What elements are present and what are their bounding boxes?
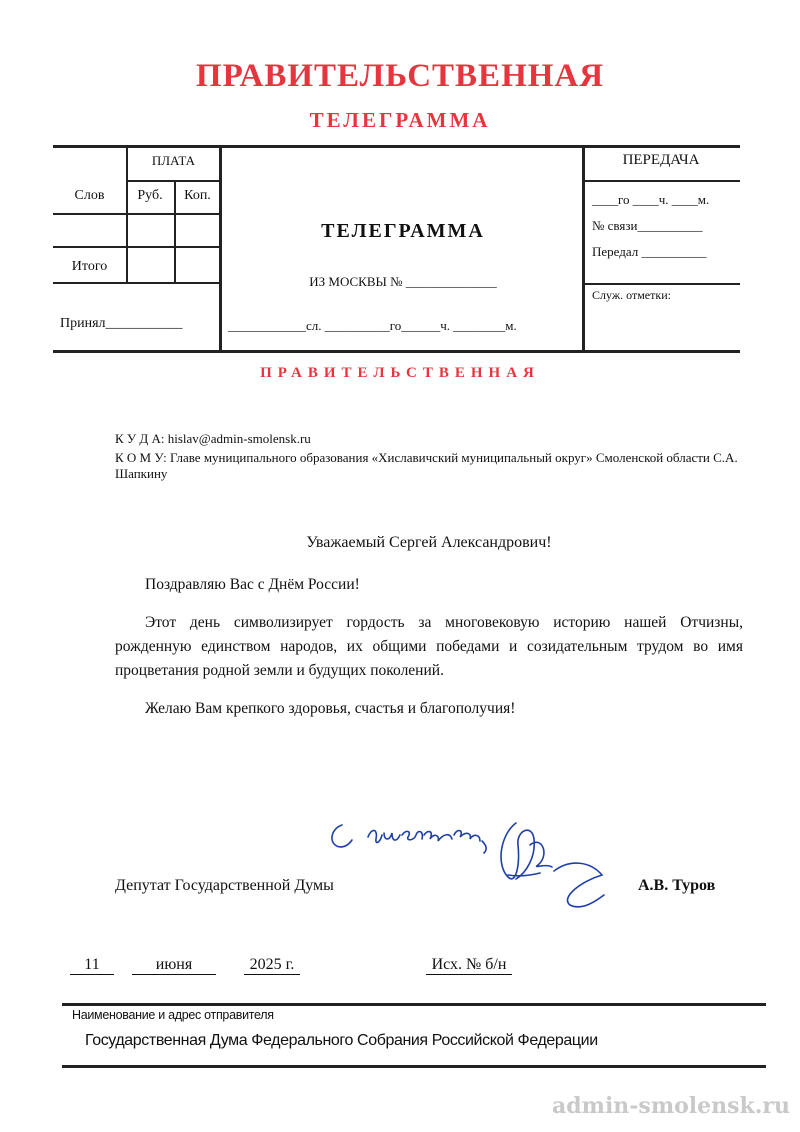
transfer-label: ПЕРЕДАЧА (622, 152, 700, 168)
sender-top-line (62, 1003, 766, 1006)
date-year: 2025 г. (244, 956, 300, 975)
date-day: 11 (70, 956, 114, 975)
center-title: ТЕЛЕГРАММА (321, 220, 485, 242)
site-watermark: admin-smolensk.ru (552, 1093, 790, 1119)
form-line-transfer (582, 180, 740, 182)
form-line-mid (53, 246, 221, 248)
sender-label: Наименование и адрес отправителя (72, 1008, 274, 1022)
form-divider-left (219, 145, 222, 353)
form-line-service (582, 283, 740, 285)
address-to-where: К У Д А: hislav@admin-smolensk.ru (115, 431, 311, 446)
total-label: Итого (71, 259, 108, 274)
form-divider-right (582, 145, 585, 353)
form-line-words (53, 213, 221, 215)
outgoing-ref: Исх. № б/н (426, 956, 512, 975)
sender-bottom-line (62, 1065, 766, 1068)
signer-position: Депутат Государственной Думы (115, 877, 334, 894)
paragraph-3: Желаю Вам крепкого здоровья, счастья и благополучия! (145, 700, 516, 717)
accepted-label: Принял___________ (60, 316, 183, 331)
paragraph-2: Этот день символизирует гордость за многовековую историю нашей Отчизны, рожденную единством народов, их общими победами и созидательным трудом во имя процветания родной земли и будущих поколений. (115, 614, 743, 679)
service-marks-label: Служ. отметки: (592, 288, 671, 302)
letter-body (115, 573, 743, 721)
date-month: июня (132, 956, 216, 975)
from-moscow-line: ИЗ МОСКВЫ № ______________ (309, 274, 497, 289)
words-label: Слов (74, 188, 105, 203)
greeting: Уважаемый Сергей Александрович! (306, 534, 552, 551)
address-to-whom: К О М У: Главе муниципального образования «Хиславичский муниципальный округ» Смоленской области С.А. Шапкину (115, 450, 738, 481)
signer-name: А.В. Туров (638, 877, 716, 894)
link-line: № связи__________ (592, 218, 703, 233)
rub-label: Руб. (137, 188, 163, 203)
header-title: ПРАВИТЕЛЬСТВЕННАЯ (195, 58, 605, 94)
date-row (70, 956, 512, 975)
form-line-pay (126, 180, 221, 182)
sender-name: Государственная Дума Федерального Собрания Российской Федерации (85, 1032, 598, 1049)
kop-label: Коп. (184, 188, 211, 203)
time-line: ____го ____ч. ____м. (592, 192, 710, 207)
pay-label: ПЛАТА (151, 153, 196, 168)
form-footer-red: ПРАВИТЕЛЬСТВЕННАЯ (260, 365, 540, 381)
form-line-total (53, 282, 221, 284)
form-bottom-line (53, 350, 740, 353)
form-top-line (53, 145, 740, 148)
paragraph-1: Поздравляю Вас с Днём России! (145, 576, 360, 593)
header-subtitle: ТЕЛЕГРАММА (309, 108, 491, 132)
center-bottom-line: ____________сл. __________го______ч. ________м. (228, 318, 517, 333)
passed-line: Передал __________ (592, 244, 707, 259)
handwritten-signature (320, 805, 620, 915)
